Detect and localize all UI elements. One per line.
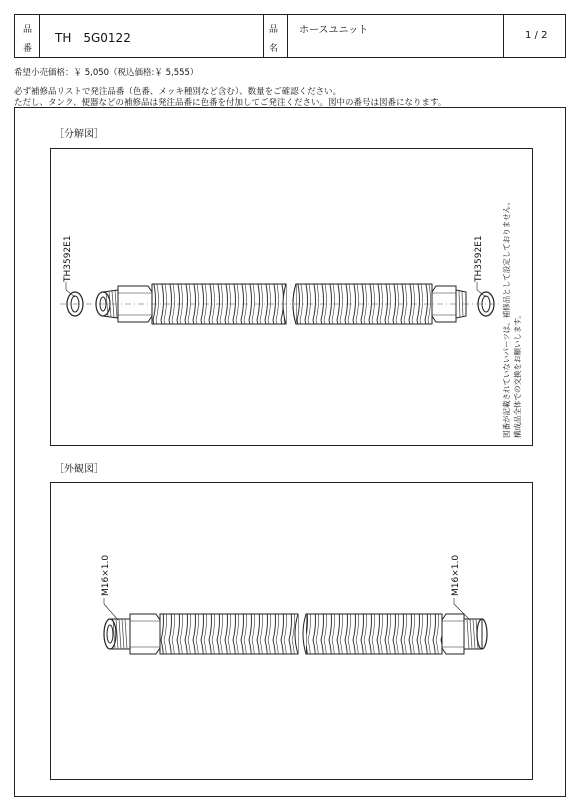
side-note-1: 図番が記載されていないパーツは、補修品として設定しておりません。 xyxy=(502,197,511,438)
code-label-1: 品 xyxy=(23,25,33,35)
exploded-title: ［分解図］ xyxy=(54,129,104,140)
code-label-2: 番 xyxy=(23,44,33,54)
product-code: TH 5G0122 xyxy=(55,31,131,45)
product-name: ホースユニット xyxy=(299,25,369,36)
name-label-1: 品 xyxy=(269,25,279,35)
right-thread-label: M16×1.0 xyxy=(451,554,461,596)
page-number: 1 / 2 xyxy=(525,30,548,41)
side-note-2: 構成品全体での交換をお願いします。 xyxy=(513,311,522,438)
price-line: 希望小売価格：￥ 5,050（税込価格:￥ 5,555） xyxy=(14,68,199,78)
exploded-hose xyxy=(60,282,500,324)
note-line-2: ただし、タンク、便器などの補修品は発注品番に色番を付加してご発注ください。図中の番号は図番になります。 xyxy=(14,98,447,108)
external-title: ［外観図］ xyxy=(54,464,104,475)
left-thread-label: M16×1.0 xyxy=(101,554,111,596)
right-part-label: TH3592E1 xyxy=(474,235,484,282)
external-panel xyxy=(50,482,533,780)
left-part-label: TH3592E1 xyxy=(63,235,73,282)
name-label-2: 名 xyxy=(269,44,279,54)
note-line-1: 必ず補修品リストで発注品番（色番、メッキ種別など含む）、数量をご確認ください。 xyxy=(14,87,342,97)
